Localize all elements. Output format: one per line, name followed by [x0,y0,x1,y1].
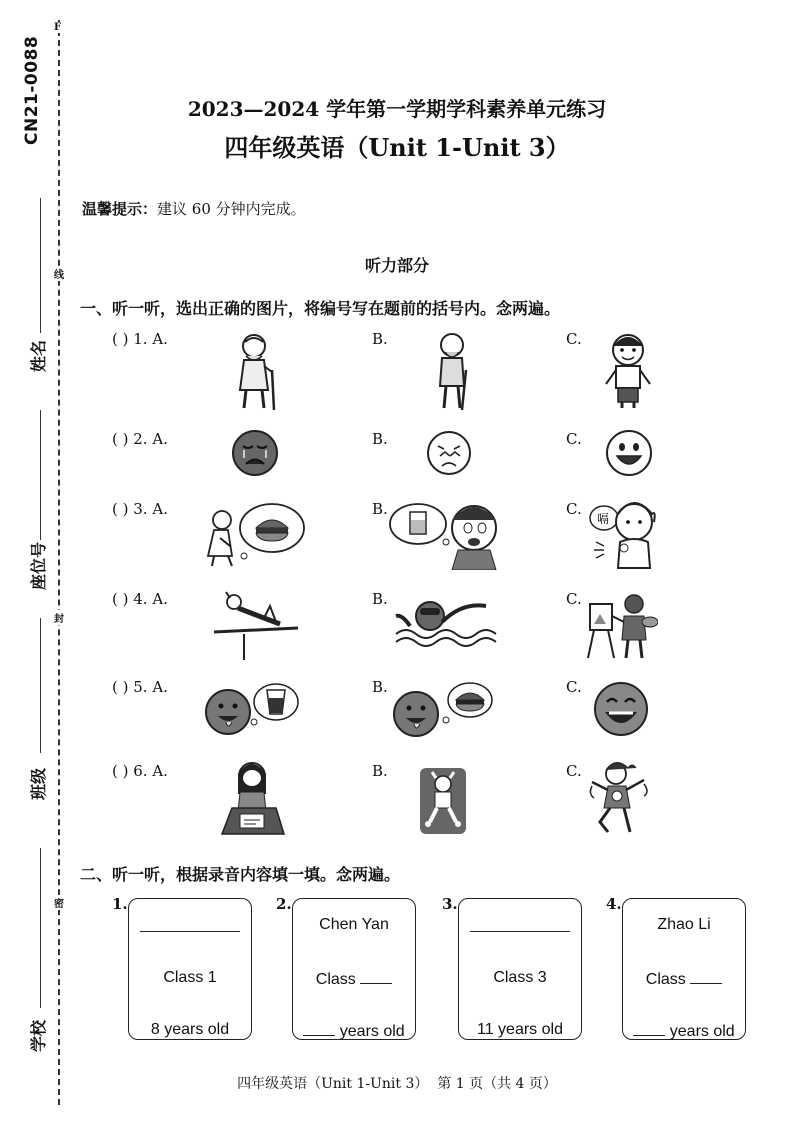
question-6-option-b: B. [372,762,388,780]
question-5-option-c: C. [566,678,582,696]
boy-jumping-picture[interactable] [418,766,468,836]
page-footer: 四年级英语（Unit 1-Unit 3） 第 1 页（共 4 页） [237,1076,557,1092]
question-3-option-c: C. [566,500,582,518]
seal-mark-seal: 封 [54,610,64,625]
school-field-line[interactable] [40,848,41,1008]
card-4-name: Zhao Li [657,916,711,933]
old-man-walking-picture[interactable] [430,330,474,412]
card-3-age: 11 years old [477,1021,563,1038]
card-1-age: 8 years old [150,1021,230,1038]
card-1-name-blank[interactable] [129,915,251,937]
girl-writing-picture[interactable] [218,760,286,836]
card-3-class: Class 3 [493,969,547,986]
card-2-age-line [293,1021,415,1041]
thirsty-boy-picture[interactable] [388,498,504,570]
info-card-2 [292,898,416,1040]
card-1-class: Class 1 [163,969,217,986]
tip-line [82,198,306,219]
top-mark: F [54,22,62,33]
school-field-label: 学校 [29,1019,48,1052]
binding-dashed-line [58,20,60,1105]
seal-mark-line: 线 [54,266,64,281]
card-2-class-blank[interactable] [360,969,392,984]
info-card-3 [458,898,582,1040]
question-1-label[interactable]: ( ) 1. A. [112,330,168,348]
card-2-class-line [293,969,415,989]
question-1-option-b: B. [372,330,388,348]
info-card-4 [622,898,746,1040]
crying-face-picture[interactable] [230,428,280,478]
card-2-number: 2. [276,895,292,913]
card-2-age-blank[interactable] [303,1021,335,1036]
card-4-number: 4. [606,895,622,913]
exam-code: CN21-0088 [22,35,42,145]
coughing-boy-picture[interactable] [588,498,662,570]
sad-face-picture[interactable] [426,428,472,478]
swimming-picture[interactable] [392,592,502,648]
boy-standing-picture[interactable] [600,330,656,412]
card-4-class-blank[interactable] [690,969,722,984]
question-6-option-c: C. [566,762,582,780]
class-field-label: 班级 [29,767,48,800]
seal-mark-secret: 密 [54,895,64,910]
card-2-name: Chen Yan [319,916,389,933]
old-man-cane-picture[interactable] [228,330,284,412]
card-4-age-blank[interactable] [633,1021,665,1036]
happy-face-picture[interactable] [592,680,650,738]
seat-field-line[interactable] [40,410,41,540]
part2-instruction: 二、听一听，根据录音内容填一填。念两遍。 [80,865,401,884]
tip-label: 温馨提示： [82,200,158,218]
smiling-face-picture[interactable] [604,428,654,478]
seat-field-label: 座位号 [29,541,48,590]
class-field-line[interactable] [40,618,41,753]
question-4-option-b: B. [372,590,388,608]
name-field-label: 姓名 [29,339,48,372]
painting-picture[interactable] [584,590,658,660]
question-1-option-c: C. [566,330,582,348]
card-4-class-line [623,969,745,989]
card-4-age-line [623,1021,745,1041]
card-2-class: Class [315,971,356,988]
card-2-age: years old [339,1023,405,1040]
question-2-option-b: B. [372,430,388,448]
card-3-number: 3. [442,895,458,913]
question-4-option-c: C. [566,590,582,608]
question-6-label[interactable]: ( ) 6. A. [112,762,168,780]
high-jump-picture[interactable] [210,588,300,660]
card-3-name-blank[interactable] [459,915,581,937]
card-4-age: years old [669,1023,735,1040]
question-5-option-b: B. [372,678,388,696]
question-2-label[interactable]: ( ) 2. A. [112,430,168,448]
hungry-boy-picture[interactable] [200,498,310,568]
exam-subtitle: 四年级英语（Unit 1-Unit 3） [224,133,570,162]
exam-title: 2023—2024 学年第一学期学科素养单元练习 [187,97,607,121]
thirsty-face-drink-picture[interactable] [204,680,300,736]
part1-instruction: 一、听一听，选出正确的图片，将编号写在题前的括号内。念两遍。 [80,299,561,318]
girl-dancing-picture[interactable] [586,760,656,836]
question-3-option-b: B. [372,500,388,518]
hungry-face-hamburger-picture[interactable] [390,680,496,738]
card-4-class: Class [645,971,686,988]
listening-section-title: 听力部分 [364,256,429,275]
question-5-label[interactable]: ( ) 5. A. [112,678,168,696]
speech-bubble-glyph: 嗝 [597,512,610,526]
card-1-number: 1. [112,895,128,913]
question-2-option-c: C. [566,430,582,448]
question-3-label[interactable]: ( ) 3. A. [112,500,168,518]
tip-text: 建议 60 分钟内完成。 [157,200,306,218]
question-4-label[interactable]: ( ) 4. A. [112,590,168,608]
info-card-1 [128,898,252,1040]
